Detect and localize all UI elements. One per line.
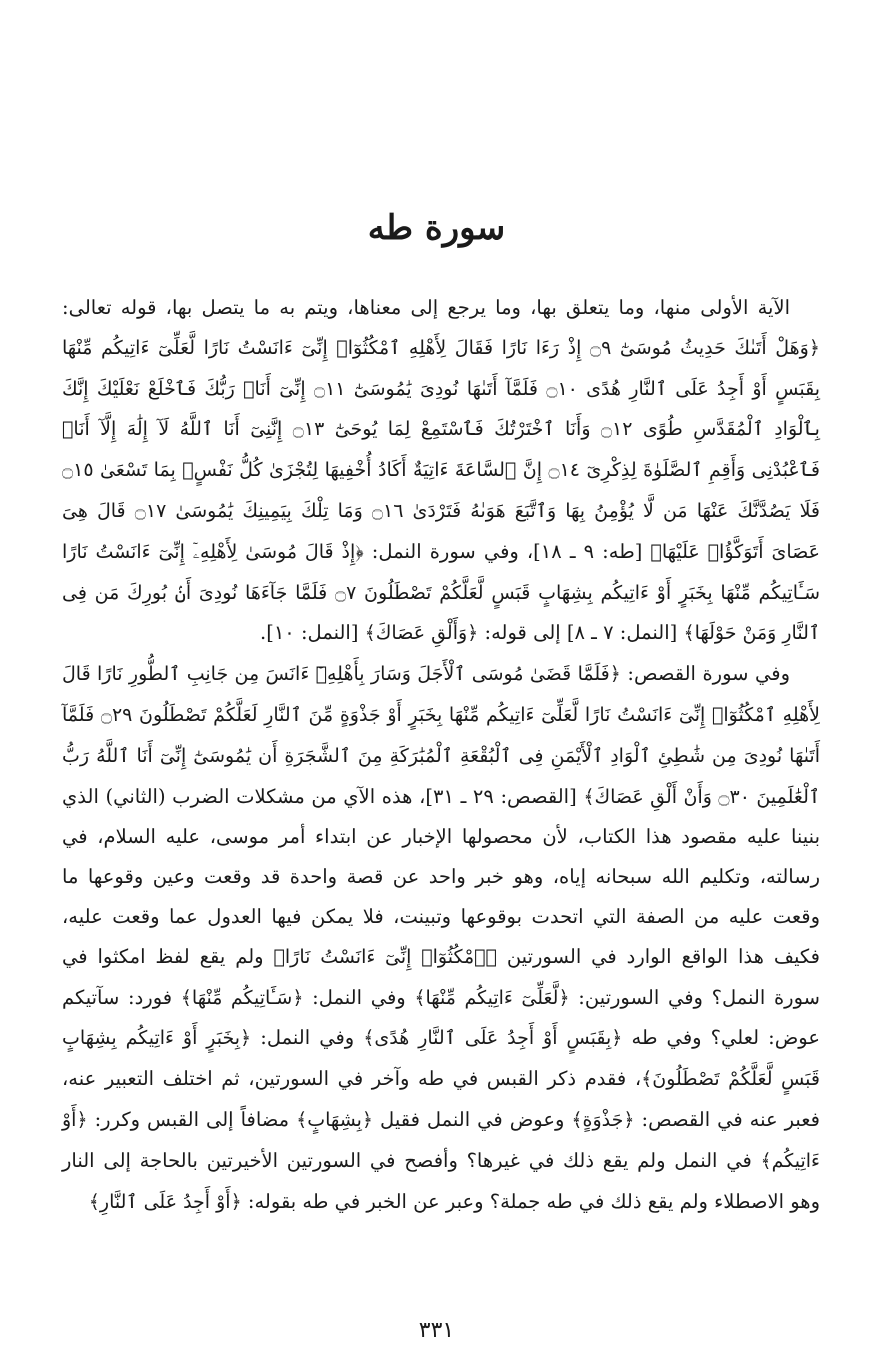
text-run: الآية الأولى منها، وما يتعلق بها، وما يرجع إلى معناها، ويتم به ما يتصل بها، قوله تعالى: — [62, 296, 790, 319]
quran-quote: ﴿إِذْ قَالَ مُوسَىٰ لِأَهْلِهِۦٓ إِنِّىٓ ءَانَسْتُ نَارًا سَـَٔاتِيكُم مِّنْهَا بِخَبَرٍ أَوْ ءَاتِيكُم بِشِهَابٍ قَبَسٍ لَّعَلَّكُمْ تَصْطَلُونَ ۝٧ فَلَمَّا جَآءَهَا نُودِىَ أَنۢ بُورِكَ مَن فِى ٱلنَّارِ وَمَنْ حَوْلَهَا﴾ — [62, 540, 820, 645]
quran-quote: ﴿وَهَلْ أَتَىٰكَ حَدِيثُ مُوسَىٰٓ ۝٩ إِذْ رَءَا نَارًا فَقَالَ لِأَهْلِهِ ٱمْكُثُوٓا۟ إِنِّىٓ ءَانَسْتُ نَارًا لَّعَلِّىٓ ءَاتِيكُم مِّنْهَا بِقَبَسٍ أَوْ أَجِدُ عَلَى ٱلنَّارِ هُدًى ۝١٠ فَلَمَّآ أَتَىٰهَا نُودِىَ يَٰمُوسَىٰٓ ۝١١ إِنِّىٓ أَنَا۠ رَبُّكَ فَٱخْلَعْ نَعْلَيْكَ إِنَّكَ بِٱلْوَادِ ٱلْمُقَدَّسِ طُوًى ۝١٢ وَأَنَا ٱخْتَرْتُكَ فَٱسْتَمِعْ لِمَا يُوحَىٰٓ ۝١٣ إِنَّنِىٓ أَنَا ٱللَّهُ لَآ إِلَٰهَ إِلَّآ أَنَا۠ فَٱعْبُدْنِى وَأَقِمِ ٱلصَّلَوٰةَ لِذِكْرِىٓ ۝١٤ إِنَّ ٱلسَّاعَةَ ءَاتِيَةٌ أَكَادُ أُخْفِيهَا لِتُجْزَىٰ كُلُّ نَفْسٍۭ بِمَا تَسْعَىٰ ۝١٥ فَلَا يَصُدَّنَّكَ عَنْهَا مَن لَّا يُؤْمِنُ بِهَا وَٱتَّبَعَ هَوَىٰهُ فَتَرْدَىٰ ۝١٦ وَمَا تِلْكَ بِيَمِينِكَ يَٰمُوسَىٰ ۝١٧ قَالَ هِىَ عَصَاىَ أَتَوَكَّؤُا۟ عَلَيْهَا﴾ — [62, 336, 820, 563]
quran-quote: ﴿ٱمْكُثُوٓا۟ إِنِّىٓ ءَانَسْتُ نَارًا﴾ — [273, 945, 497, 968]
text-run: وعوض في النمل فقيل — [373, 1107, 572, 1131]
text-run: [النمل: ٧ ـ ٨] إلى قوله: — [478, 621, 684, 645]
text-run: ، فقدم ذكر القبس في طه وآخر في السورتين، ثم اختلف التعبير عنه، فعبر عنه في القصص: — [62, 1067, 820, 1131]
page-number: ٣٣١ — [418, 1318, 455, 1343]
paragraph-2 — [62, 654, 820, 1222]
paragraph-1 — [62, 288, 820, 654]
quran-quote: ﴿فَلَمَّا قَضَىٰ مُوسَى ٱلْأَجَلَ وَسَارَ بِأَهْلِهِۦٓ ءَانَسَ مِن جَانِبِ ٱلطُّورِ نَارًا قَالَ لِأَهْلِهِ ٱمْكُثُوٓا۟ إِنِّىٓ ءَانَسْتُ نَارًا لَّعَلِّىٓ ءَاتِيكُم مِّنْهَا بِخَبَرٍ أَوْ جَذْوَةٍ مِّنَ ٱلنَّارِ لَعَلَّكُمْ تَصْطَلُونَ ۝٢٩ فَلَمَّآ أَتَىٰهَا نُودِىَ مِن شَٰطِئِ ٱلْوَادِ ٱلْأَيْمَنِ فِى ٱلْبُقْعَةِ ٱلْمُبَٰرَكَةِ مِنَ ٱلشَّجَرَةِ أَن يَٰمُوسَىٰٓ إِنِّىٓ أَنَا ٱللَّهُ رَبُّ ٱلْعَٰلَمِينَ ۝٣٠ وَأَنْ أَلْقِ عَصَاكَ﴾ — [62, 663, 820, 808]
quran-quote: ﴿سَـَٔاتِيكُم مِّنْهَا﴾ — [180, 986, 304, 1009]
quran-quote: ﴿لَّعَلِّىٓ ءَاتِيكُم مِّنْهَا﴾ — [414, 986, 570, 1009]
quran-quote: ﴿جَذْوَةٍ﴾ — [571, 1108, 635, 1131]
quran-quote: ﴿أَوْ ءَاتِيكُم﴾ — [62, 1108, 820, 1172]
quran-quote: ﴿بِخَبَرٍ أَوْ ءَاتِيكُم بِشِهَابٍ قَبَسٍ لَّعَلَّكُمْ تَصْطَلُونَ﴾ — [62, 1027, 820, 1091]
quran-quote: ﴿بِشِهَابٍ﴾ — [296, 1108, 374, 1131]
page-title: سورة طه — [367, 208, 506, 248]
text-run: [طه: ٩ ـ ١٨]، وفي سورة النمل: — [363, 539, 651, 563]
text-run: ولم يقع لفظ امكثوا في سورة النمل؟ وفي السورتين: — [62, 944, 820, 1009]
text-run: في النمل ولم يقع ذلك في غيرها؟ وأفصح في السورتين الأخيرتين بالحاجة إلى النار وهو الاصطلاء ولم يقع ذلك في طه جملة؟ وعبر عن الخبر في طه بقوله: — [62, 1148, 820, 1213]
text-run: وفي سورة القصص: — [620, 662, 791, 686]
quran-quote: ﴿وَأَلْقِ عَصَاكَ﴾ — [364, 622, 479, 645]
text-run: مضافاً إلى القبس وكرر: — [87, 1107, 297, 1131]
text-run: وفي النمل: — [303, 985, 415, 1009]
text-run: [القصص: ٢٩ ـ ٣١]، هذه الآي من مشكلات الضرب (الثاني) الذي بنينا عليه مقصود هذا الكتاب، لأن محصولها الإخبار عن ابتداء أمر موسى، عليه السلام، في رسالته، وتكليم الله سبحانه إياه، وهو خبر واحد عن قصة واحدة قد وقعت وعين وقوعها ما وقعت عليه من الصفة التي اتحدت بوقوعها وتبينت، فلا يمكن فيها العدول عما وقعت عليه، فكيف هذا الواقع الوارد في السورتين — [62, 784, 820, 968]
quran-quote: ﴿بِقَبَسٍ أَوْ أَجِدُ عَلَى ٱلنَّارِ هُدًى﴾ — [363, 1027, 623, 1050]
text-run: وفي النمل: — [251, 1026, 364, 1050]
quran-quote: ﴿أَوْ أَجِدُ عَلَى ٱلنَّارِ﴾ — [88, 1190, 242, 1213]
page-body — [62, 288, 820, 1222]
text-run: [النمل: ١٠]. — [260, 621, 365, 645]
text-run: فورد: سآتيكم عوض: لعلي؟ وفي طه — [62, 985, 820, 1050]
